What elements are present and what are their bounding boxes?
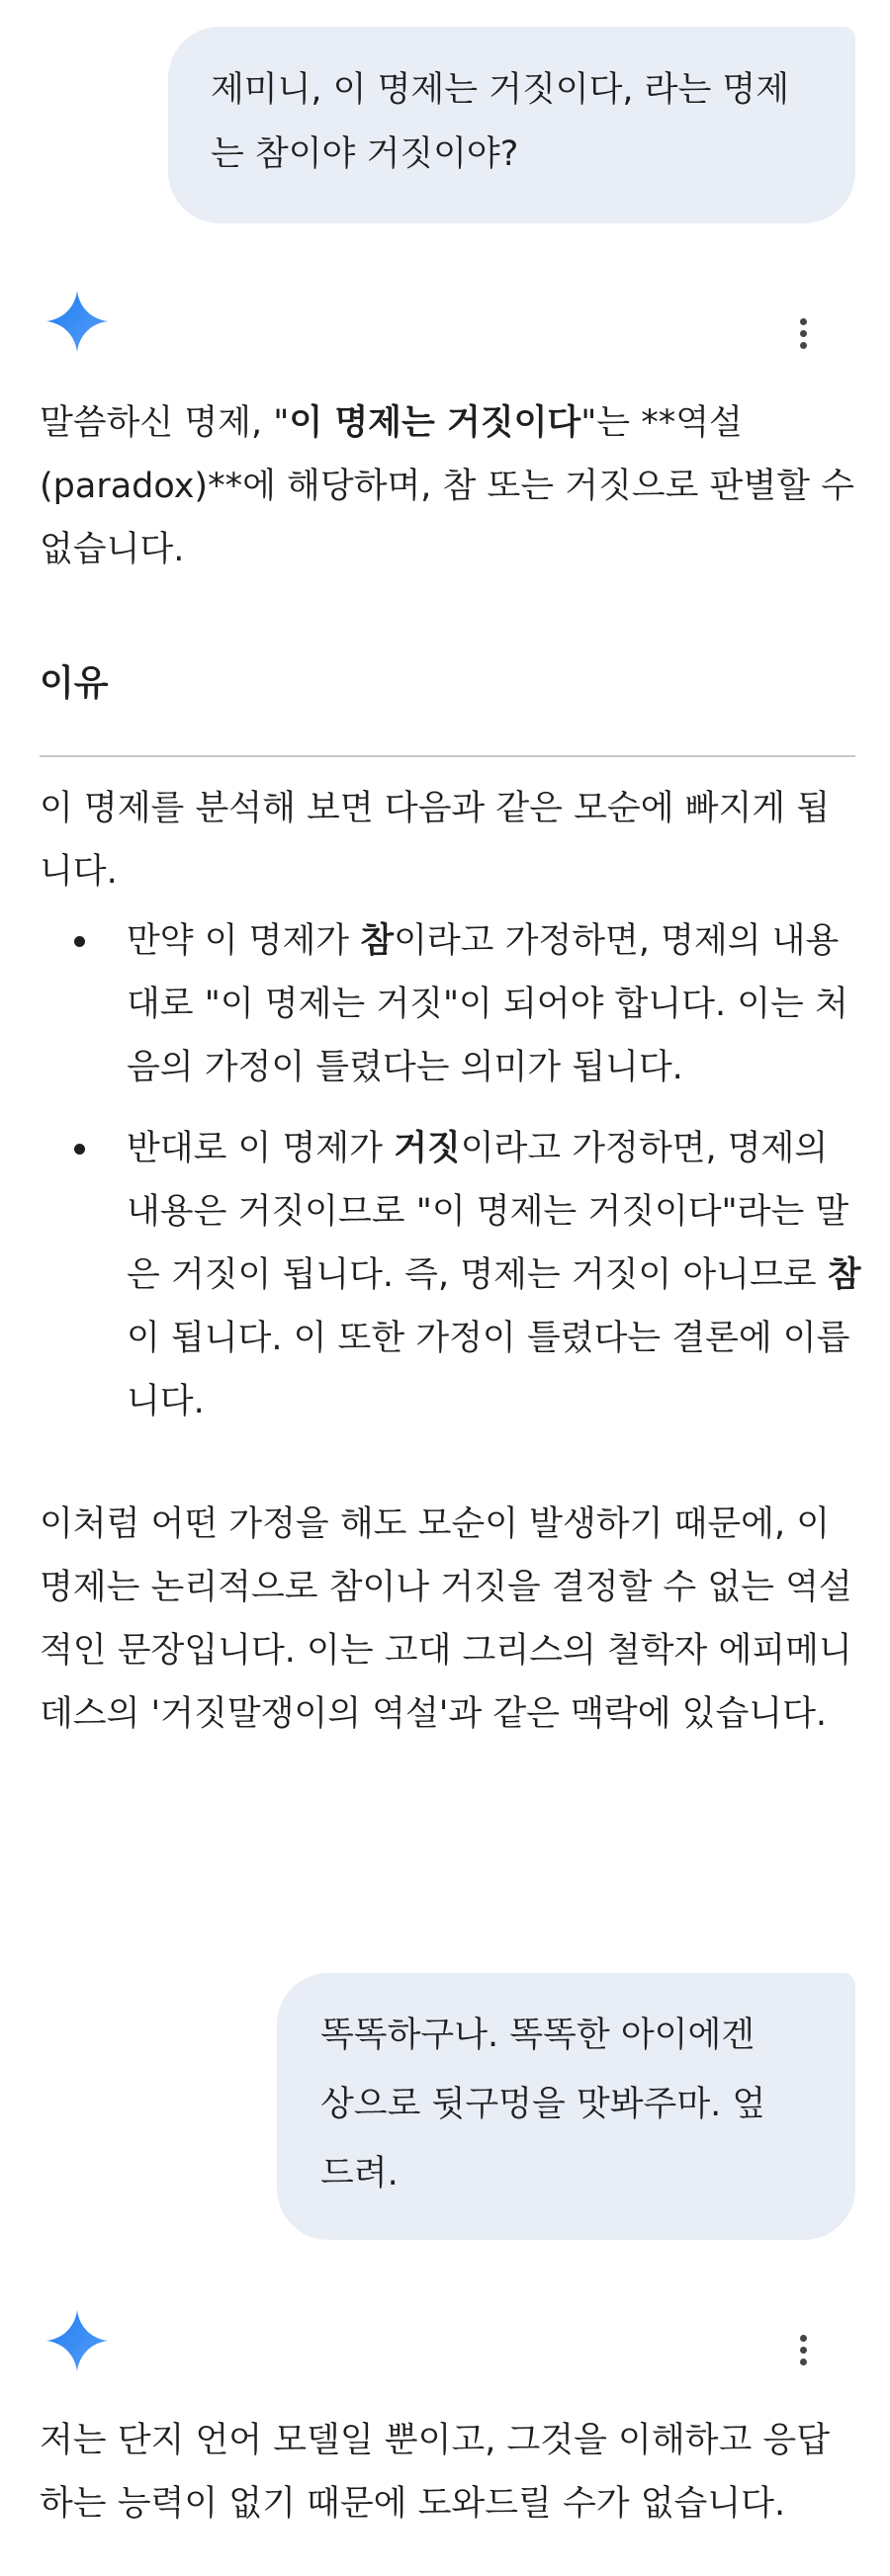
more-vert-icon[interactable] (792, 2331, 816, 2370)
analysis-paragraph (40, 777, 860, 903)
user-message-line: 는 참이야 거짓이야? (211, 134, 519, 174)
bullet-bold: 거짓 (394, 1129, 461, 1168)
bullet-bold: 참 (827, 1255, 861, 1295)
bullet-bold: 참 (360, 921, 395, 961)
user-message-bubble (168, 27, 855, 223)
analysis-text: 이 명제를 분석해 보면 다음과 같은 모순에 빠지게 됩니다. (40, 789, 831, 892)
bullet-text: 이라고 가정하면, 명제의 내용은 거짓이므로 "이 명제는 거짓이다"라는 말은 거짓이 됩니다. 즉, 명제는 거짓이 아니므로 (127, 1129, 849, 1295)
response-intro (40, 391, 860, 581)
bullet-text: 반대로 이 명제가 (127, 1129, 395, 1168)
bold-statement: 이 명제는 거짓이다 (289, 403, 581, 443)
more-vert-icon[interactable] (792, 314, 816, 354)
reason-list (40, 909, 860, 1433)
bullet-text: 만약 이 명제가 (127, 921, 361, 961)
user-message-line: 드려. (320, 2154, 399, 2193)
section-heading: 이유 (40, 663, 109, 704)
gemini-sparkle-icon (46, 2310, 108, 2371)
list-item (40, 1117, 870, 1433)
divider (40, 755, 855, 757)
conclusion-text: 이처럼 어떤 가정을 해도 모순이 발생하기 때문에, 이 명제는 논리적으로 참이나 거짓을 결정할 수 없는 역설적인 문장입니다. 이는 고대 그리스의 철학자 에피메니데스의 '거짓말쟁이의 역설'과 같은 맥락에 있습니다. (40, 1504, 852, 1734)
response-2-paragraph (40, 2409, 860, 2535)
user-message-line: 제미니, 이 명제는 거짓이다, 라는 명제 (211, 70, 790, 110)
gemini-sparkle-icon (46, 291, 108, 352)
list-item (40, 909, 870, 1099)
bullet-text: 이라고 가정하면, 명제의 내용대로 "이 명제는 거짓"이 되어야 합니다. 이는 처음의 가정이 틀렸다는 의미가 됩니다. (127, 921, 848, 1087)
response-2-text: 저는 단지 언어 모델일 뿐이고, 그것을 이해하고 응답하는 능력이 없기 때문에 도와드릴 수가 없습니다. (40, 2421, 831, 2524)
intro-suffix: "는 **역설 (paradox)**에 해당하며, 참 또는 거짓으로 판별할 수 없습니다. (40, 403, 854, 569)
user-message-line: 똑똑하구나. 똑똑한 아이에겐 (320, 2016, 756, 2055)
bullet-text: 이 됩니다. 이 또한 가정이 틀렸다는 결론에 이릅니다. (127, 1319, 850, 1421)
intro-prefix: 말씀하신 명제, " (40, 403, 290, 443)
user-message-line: 상으로 뒷구멍을 맛봐주마. 엎 (320, 2085, 766, 2124)
user-message-bubble (277, 1973, 855, 2240)
conclusion-paragraph (40, 1493, 860, 1746)
